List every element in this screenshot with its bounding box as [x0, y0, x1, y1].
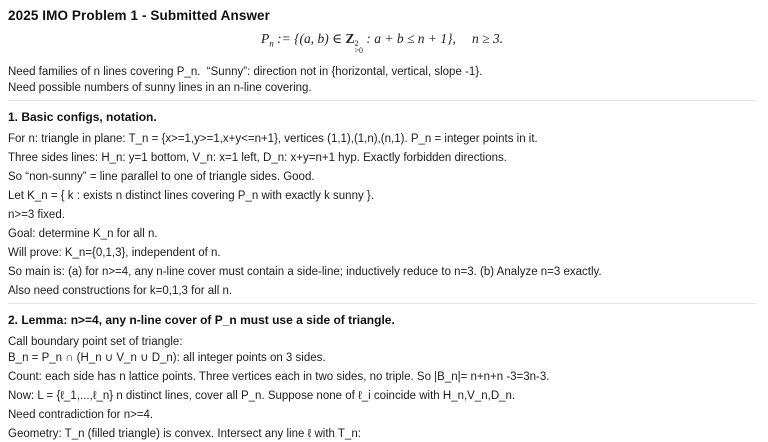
page-title: 2025 IMO Problem 1 - Submitted Answer [8, 8, 271, 23]
paragraph: Need contradiction for n>=4. [8, 409, 154, 421]
section-heading: 2. Lemma: n>=4, any n-line cover of P_n must use a side of triangle. [8, 313, 395, 327]
intro-line: Need families of n lines covering P_n. “Sunny”: direction not in {horizontal, vertical, slope -1}. [8, 66, 483, 78]
paragraph: Will prove: K_n={0,1,3}, independent of n. [8, 247, 221, 259]
paragraph: Goal: determine K_n for all n. [8, 228, 158, 240]
formula-integer-set-symbol: Z [345, 31, 355, 46]
formula-set-supsub [355, 40, 364, 54]
paragraph: Geometry: T_n (filled triangle) is convex. Intersect any line ℓ with T_n: [8, 428, 361, 440]
formula-lhs-subscript: n [269, 38, 274, 49]
paragraph: Also need constructions for k=0,1,3 for all n. [8, 285, 233, 297]
paragraph: So “non-sunny” = line parallel to one of triangle sides. Good. [8, 171, 315, 183]
paragraph: Three sides lines: H_n: y=1 bottom, V_n: x=1 left, D_n: x+y=n+1 hyp. Exactly forbidden directions. [8, 152, 507, 164]
paragraph: So main is: (a) for n>=4, any n-line cover must contain a side-line; inductively reduce to n=3. (b) Analyze n=3 exactly. [8, 266, 602, 278]
paragraph: For n: triangle in plane: T_n = {x>=1,y>=1,x+y<=n+1}, vertices (1,1),(1,n),(n,1). P_n = integer points in it. [8, 133, 538, 145]
section-divider [8, 303, 756, 304]
paragraph: Call boundary point set of triangle: [8, 336, 183, 348]
paragraph: Now: L = {ℓ_1,...,ℓ_n} n distinct lines, cover all P_n. Suppose none of ℓ_i coincide with H_n,V_n,D_n. [8, 390, 516, 402]
intro-line: Need possible numbers of sunny lines in an n-line covering. [8, 82, 312, 94]
formula-rhs: : a + b ≤ n + 1}, [363, 31, 456, 46]
paragraph: Let K_n = { k : exists n distinct lines covering P_n with exactly k sunny }. [8, 190, 374, 202]
section-divider [8, 100, 756, 101]
formula-set-subscript: >0 [354, 46, 364, 55]
paragraph: B_n = P_n ∩ (H_n ∪ V_n ∪ D_n): all integer points on 3 sides. [8, 352, 326, 364]
formula-set-superscript: 2 [354, 39, 359, 48]
formula-condition: n ≥ 3. [471, 31, 503, 46]
paragraph: n>=3 fixed. [8, 209, 65, 221]
formula-assign: := {(a, b) ∈ [273, 31, 346, 46]
paragraph: Count: each side has n lattice points. Three vertices each in two sides, no triple. So |B_n|= n+n+n -3=3n-3. [8, 371, 550, 383]
section-heading: 1. Basic configs, notation. [8, 110, 157, 124]
formula-lhs: P [261, 31, 270, 46]
math-formula [8, 31, 756, 54]
